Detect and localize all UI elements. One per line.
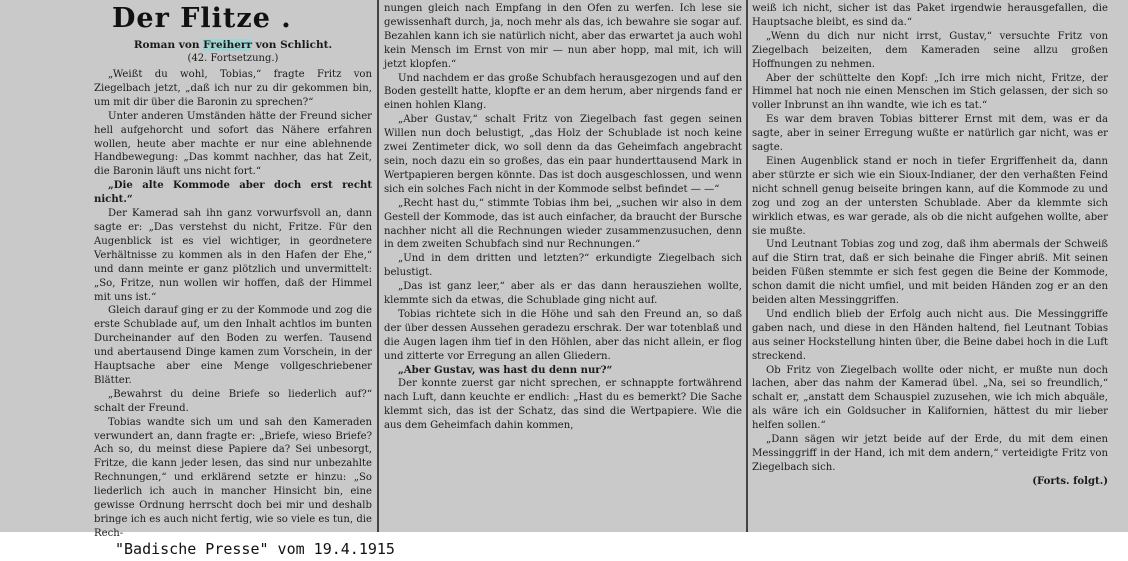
byline-prefix: Roman von xyxy=(133,39,204,51)
paragraph: Und endlich blieb der Erfolg auch nicht aus. Die Messinggriffe gaben nach, und diese in den Händen haltend, fiel Leutnant Tobias aus seiner Hockstellung hinten über, die Beine dabei hoch in die Luft streckend. xyxy=(752,308,1108,362)
paragraph: „Aber Gustav,“ schalt Fritz von Ziegelbach fast gegen seinen Willen nun doch belustigt, „das Holz der Schublade ist noch keine zwei Zentimeter dick, wo soll denn da das Geheimfach angebracht sein, noch dazu ein so großes, das ein paar hunderttausend Mark in Wertpapieren bergen könnte. Das ist doch ausgeschlossen, und wenn sich ein solches Fach nicht in der Kommode selbst befindet — —“ xyxy=(384,114,742,195)
article-column-2 xyxy=(384,2,742,530)
column-divider xyxy=(377,0,379,532)
article-column-1 xyxy=(94,2,372,539)
paragraph: „Dann sägen wir jetzt beide auf der Erde, du mit dem einen Messinggriff in der Hand, ich mit dem andern,“ verteidigte Fritz von Ziegelbach sich. xyxy=(752,434,1108,473)
byline-highlighted-name: Freiherr xyxy=(203,39,252,51)
paragraph: Tobias richtete sich in die Höhe und sah den Freund an, so daß der über dessen Aussehen geradezu erschrak. Der war totenblaß und die Augen lagen ihm tief in den Höhlen, aber das nicht allein, er flog und zitterte vor Erregung an allen Gliedern. xyxy=(384,308,742,362)
paragraph: Einen Augenblick stand er noch in tiefer Ergriffenheit da, dann aber stürzte er sich wie ein Sioux-Indianer, der den verhaßten Feind nicht schnell genug beiseite bringen kann, auf die Kommode zu und zog und zog an der untersten Schublade. Aber da klemmte sich wirklich etwas, es war gerade, als ob die nicht aufgehen wollte, aber sie mußte. xyxy=(752,155,1108,237)
paragraph: Aber der schüttelte den Kopf: „Ich irre mich nicht, Fritze, der Himmel hat noch nie einen Menschen im Stich gelassen, der sich so voller Inbrunst an ihn wandte, wie ich es tat.“ xyxy=(752,72,1108,112)
byline-surname: Schlicht. xyxy=(280,39,333,51)
paragraph: Und nachdem er das große Schubfach herausgezogen und auf den Boden gestellt hatte, klopfte er an dem herum, aber nirgends fand er einen hohlen Klang. xyxy=(384,72,742,112)
paragraph: Und Leutnant Tobias zog und zog, daß ihm abermals der Schweiß auf die Stirn trat, daß er sich beinahe die Finger abriß. Mit seinen beiden Füßen stemmte er sich fest gegen die Beine der Kommode, schon damit die nicht umfiel, und mit beiden Händen zog er an den beiden alten Messinggriffen. xyxy=(752,239,1108,307)
paragraph: Es war dem braven Tobias bitterer Ernst mit dem, was er da sagte, aber in seiner Erregung wußte er natürlich gar nicht, was er sagte. xyxy=(752,114,1108,154)
article-title: Der Flitze . xyxy=(112,3,292,34)
article-column-3 xyxy=(752,2,1108,530)
paragraph: Gleich darauf ging er zu der Kommode und zog die erste Schublade auf, um den Inhalt achtlos im bunten Durcheinander auf den Boden zu werfen. Tausend und abertausend Dinge kamen zum Vorschein, in der Hauptsache aber eine Menge vollgeschriebener Blätter. xyxy=(94,305,372,386)
paragraph: Tobias wandte sich um und sah den Kameraden verwundert an, dann fragte er: „Briefe, wieso Briefe? Ach so, du meinst diese Papiere da? Sei unbesorgt, Fritze, die kann jeder lesen, das sind nur unbezahlte Rechnungen,“ und erklärend setzte er hinzu: „So liederlich ich auch in mancher Hinsicht bin, eine gewisse Ordnung herrscht doch bei mir und deshalb bringe ich es auch nicht fertig, wie so viele es tun, die Rech- xyxy=(94,416,372,539)
paragraph: Unter anderen Umständen hätte der Freund sicher hell aufgehorcht und sofort das Nähere erfahren wollen, heute aber machte er nur eine ablehnende Handbewegung: „Das kommt nachher, das hat Zeit, die Baronin läuft uns nicht fort.“ xyxy=(94,110,372,178)
byline-middle: von xyxy=(252,39,281,51)
sequel-number: (42. Fortsetzung.) xyxy=(187,53,279,64)
source-caption: "Badische Presse" vom 19.4.1915 xyxy=(115,540,395,558)
paragraph: „Recht hast du,“ stimmte Tobias ihm bei, „suchen wir also in dem Gestell der Kommode, das ist auch einfacher, da braucht der Bursche nachher nicht all die Rechnungen wieder zusammenzusuchen, denn in dem zweiten Schubfach sind nur Rechnungen.“ xyxy=(384,197,742,251)
paragraph: „Die alte Kommode aber doch erst recht nicht.“ xyxy=(94,180,372,206)
paragraph: „Bewahrst du deine Briefe so liederlich auf?“ schalt der Freund. xyxy=(94,388,372,414)
column-divider xyxy=(746,0,748,532)
paragraph: Ob Fritz von Ziegelbach wollte oder nicht, er mußte nun doch lachen, aber das nahm der Kamerad übel. „Na, sei so freundlich,“ schalt er, „anstatt dem Schauspiel zuzusehen, wie ich mich abquäle, als wäre ich ein Goldsucher in Kalifornien, hättest du mir lieber helfen sollen.“ xyxy=(752,364,1108,432)
paragraph: Der Kamerad sah ihn ganz vorwurfsvoll an, dann sagte er: „Das verstehst du nicht, Fritze. Für den Augenblick ist es viel wichtiger, in geordnetere Verhältnisse zu kommen als in den Hafen der Ehe,“ und dann meinte er ganz plötzlich und unvermittelt: „So, Fritze, nun wollen wir hoffen, daß der Himmel mit uns ist.“ xyxy=(94,208,372,303)
continuation-note: (Forts. folgt.) xyxy=(1032,475,1108,487)
paragraph: Der konnte zuerst gar nicht sprechen, er schnappte fortwährend nach Luft, dann keuchte er endlich: „Hast du es bemerkt? Die Sache klemmt sich, das ist der Schatz, das sind die Wertpapiere. Wie die aus dem Geheimfach dahin kommen, xyxy=(384,378,742,432)
paragraph: nungen gleich nach Empfang in den Ofen zu werfen. Ich lese sie gewissenhaft durch, ja, noch mehr als das, ich bewahre sie sogar auf. Bezahlen kann ich sie natürlich nicht, aber das erwartet ja auch wohl kein Mensch im Ernst von mir — nun aber hopp, mal mit, ich will jetzt klopfen.“ xyxy=(384,3,742,70)
paragraph: „Aber Gustav, was hast du denn nur?“ xyxy=(398,364,613,376)
paragraph: „Weißt du wohl, Tobias,“ fragte Fritz von Ziegelbach jetzt, „daß ich nur zu dir gekommen bin, um mit dir über die Baronin zu sprechen?“ xyxy=(94,69,372,108)
paragraph: „Und in dem dritten und letzten?“ erkundigte Ziegelbach sich belustigt. xyxy=(384,253,742,279)
article-byline xyxy=(94,38,372,52)
paragraph: weiß ich nicht, sicher ist das Paket irgendwie herausgefallen, die Hauptsache bleibt, es sind da.“ xyxy=(752,3,1108,28)
paragraph: „Wenn du dich nur nicht irrst, Gustav,“ versuchte Fritz von Ziegelbach beizeiten, dem Kameraden seine allzu großen Hoffnungen zu nehmen. xyxy=(752,30,1108,70)
paragraph: „Das ist ganz leer,“ aber als er das dann herausziehen wollte, klemmte sich da etwas, die Schublade ging nicht auf. xyxy=(384,281,742,307)
